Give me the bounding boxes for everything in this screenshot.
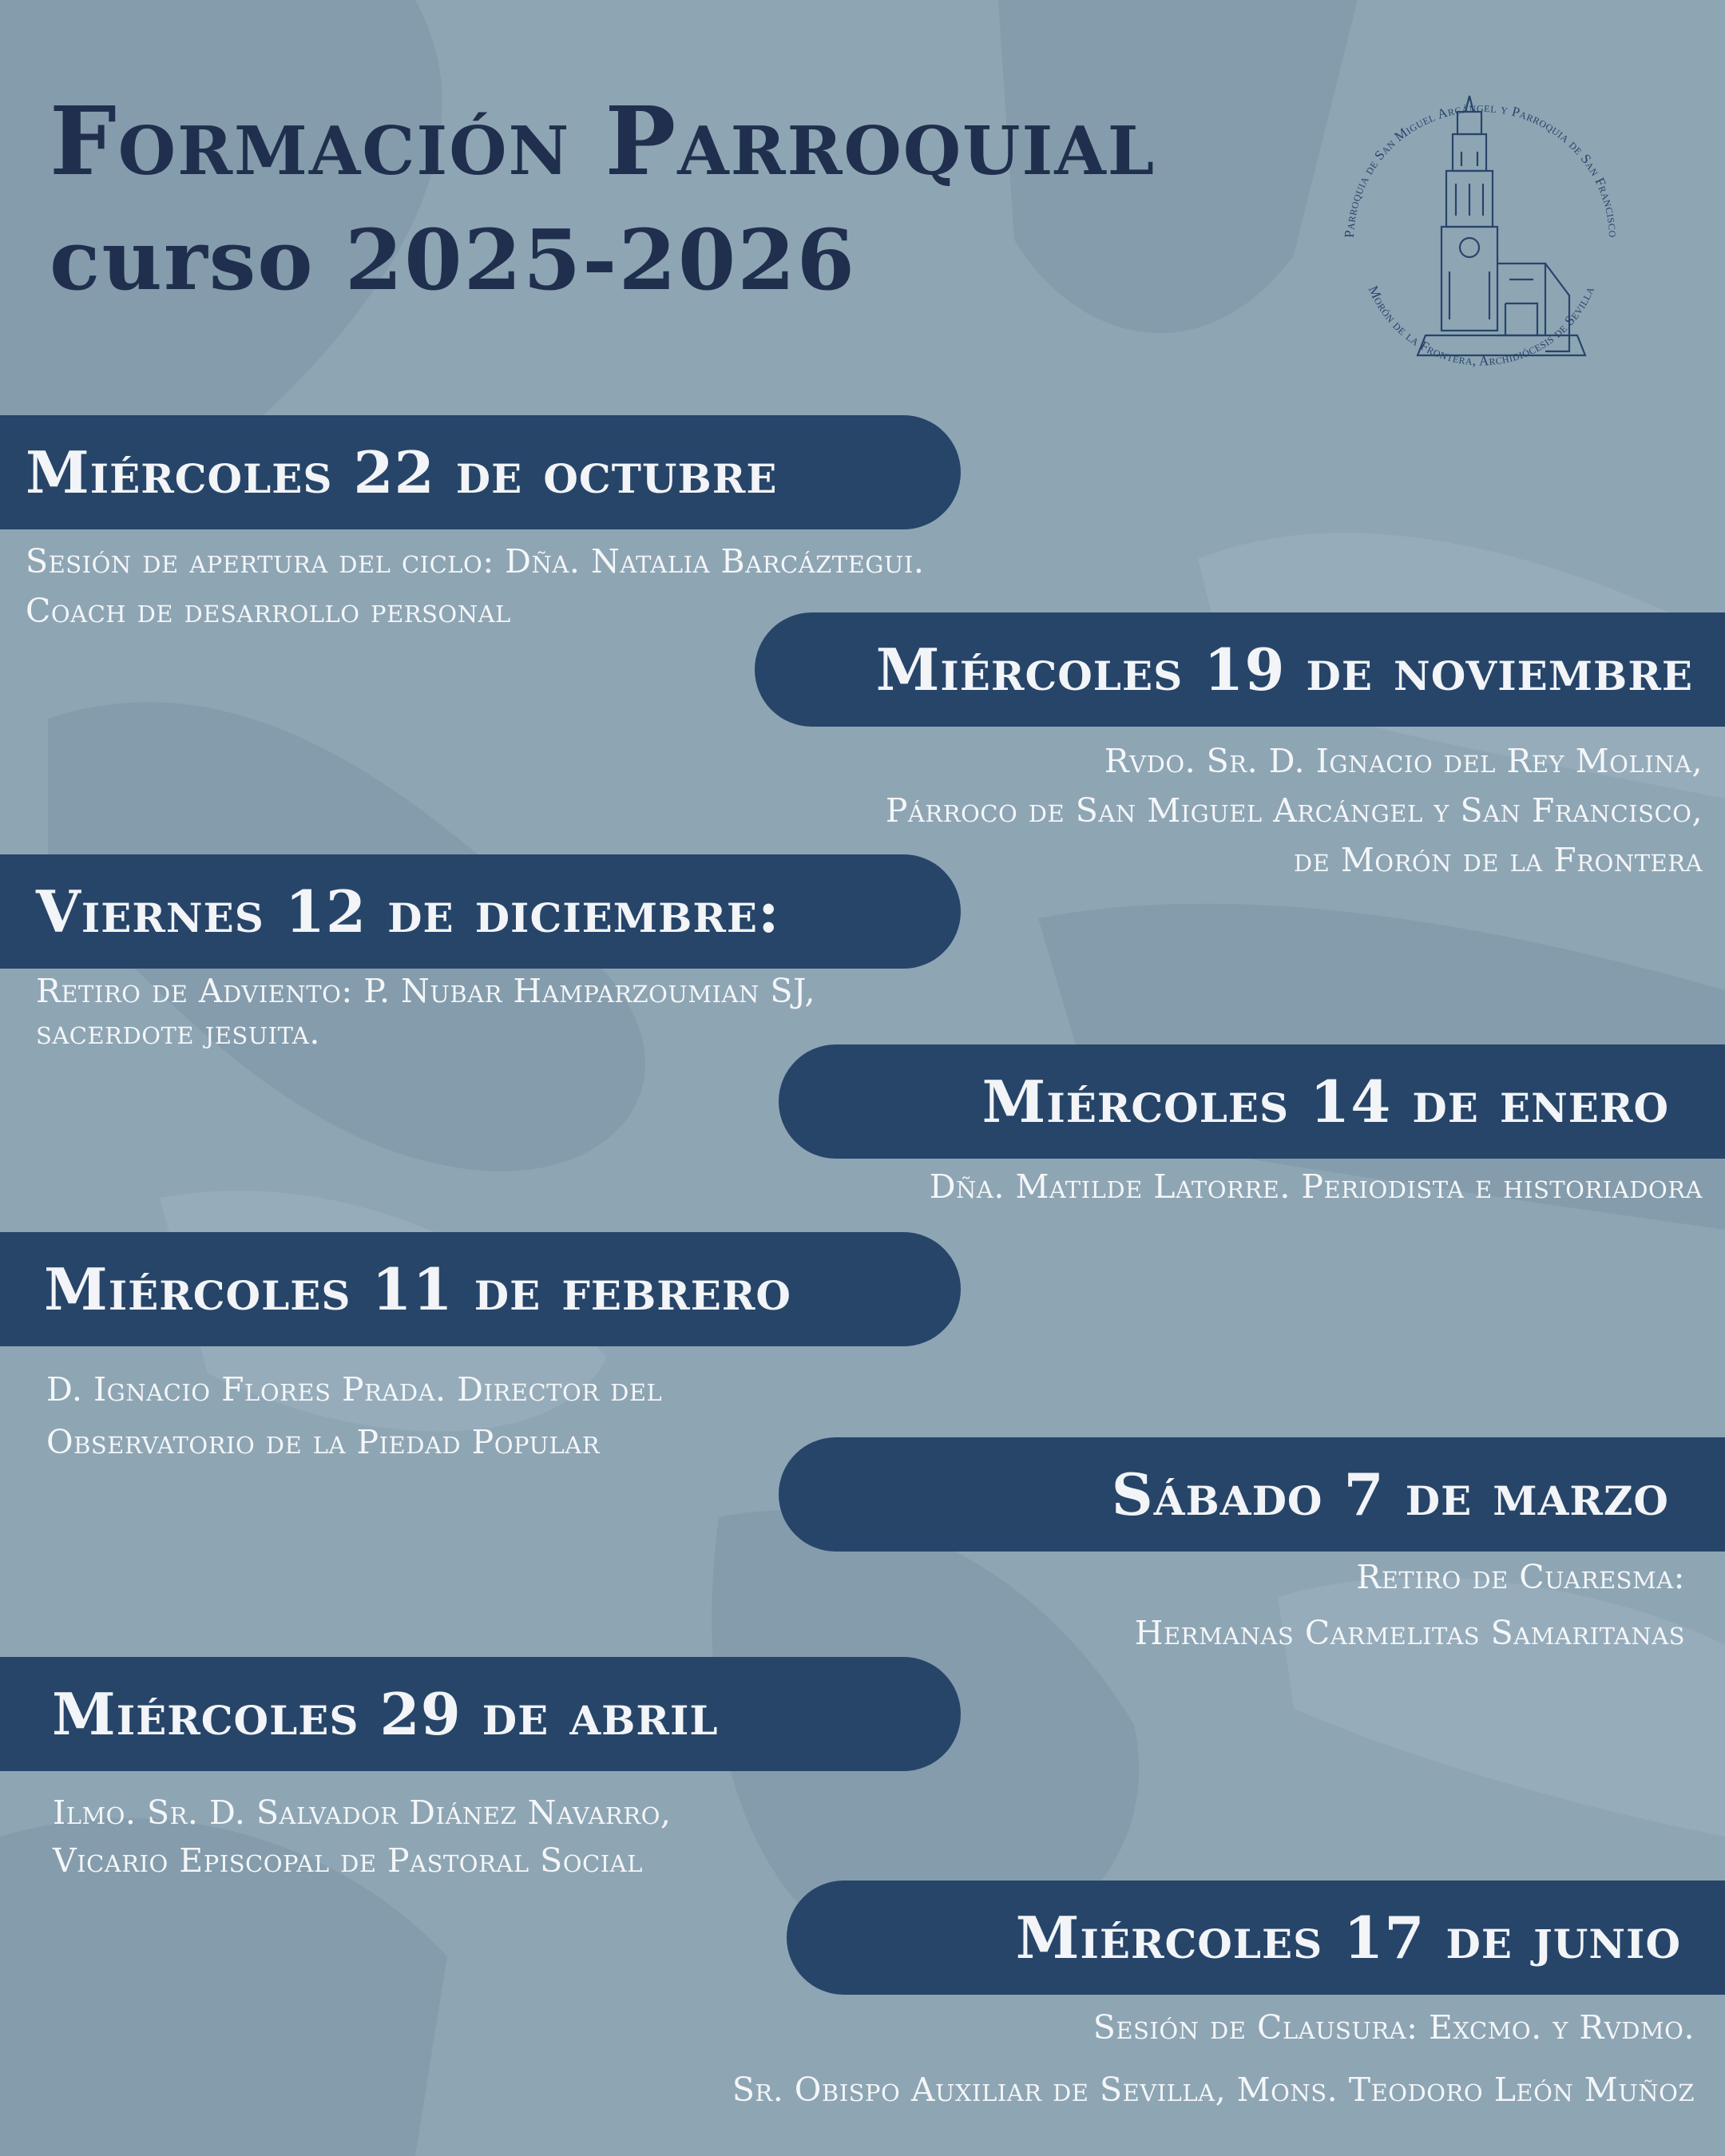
session-2-date: Miércoles 19 de noviembre bbox=[875, 636, 1693, 703]
session-5-description bbox=[46, 1363, 662, 1468]
session-1-date-band bbox=[0, 415, 961, 529]
session-6-date-band bbox=[779, 1437, 1725, 1552]
session-6-line-2: Hermanas Carmelitas Samaritanas bbox=[1134, 1614, 1685, 1652]
session-4-line-1: Dña. Matilde Latorre. Periodista e historiadora bbox=[929, 1167, 1703, 1206]
session-7-date: Miércoles 29 de abril bbox=[52, 1680, 719, 1748]
svg-text:Morón de la Frontera, Archidió: Morón de la Frontera, Archidiócesis de Sevilla bbox=[1365, 283, 1598, 369]
session-4-date: Miércoles 14 de enero bbox=[981, 1068, 1669, 1135]
session-5-line-1: D. Ignacio Flores Prada. Director del bbox=[46, 1370, 663, 1409]
session-1-line-2: Coach de desarrollo personal bbox=[26, 592, 511, 630]
session-6-line-1: Retiro de Cuaresma: bbox=[1356, 1558, 1685, 1596]
session-2-date-band bbox=[755, 612, 1725, 727]
page-subtitle: curso 2025-2026 bbox=[50, 211, 856, 309]
session-5-line-2: Observatorio de la Piedad Popular bbox=[46, 1423, 601, 1461]
session-2-line-3: de Morón de la Frontera bbox=[1293, 841, 1703, 879]
session-3-line-1: Retiro de Adviento: P. Nubar Hamparzoumian SJ, bbox=[36, 972, 816, 1010]
session-8-description bbox=[732, 1996, 1695, 2121]
session-8-date-band bbox=[787, 1881, 1725, 1995]
session-3-date: Viernes 12 de diciembre: bbox=[36, 878, 780, 945]
page-title: Formación Parroquial bbox=[50, 85, 1156, 196]
header bbox=[50, 85, 1156, 309]
session-7-description bbox=[53, 1789, 671, 1885]
session-3-date-band bbox=[0, 854, 961, 969]
session-4-date-band bbox=[779, 1044, 1725, 1159]
session-2-line-1: Rvdo. Sr. D. Ignacio del Rey Molina, bbox=[1104, 742, 1703, 780]
session-1-line-1: Sesión de apertura del ciclo: Dña. Natalia Barcáztegui. bbox=[26, 542, 925, 581]
session-6-description bbox=[1135, 1549, 1685, 1661]
session-7-date-band bbox=[0, 1657, 961, 1771]
session-8-line-1: Sesión de Clausura: Excmo. y Rvdmo. bbox=[1092, 2008, 1695, 2047]
session-1-date: Miércoles 22 de octubre bbox=[26, 438, 778, 506]
session-8-line-2: Sr. Obispo Auxiliar de Sevilla, Mons. Teodoro León Muñoz bbox=[732, 2071, 1695, 2109]
svg-text:Parroquia de San Miguel Arcáng: Parroquia de San Miguel Arcángel y Parroquia de San Francisco bbox=[1341, 99, 1622, 239]
session-5-date: Miércoles 11 de febrero bbox=[44, 1255, 791, 1323]
session-4-description bbox=[930, 1162, 1703, 1211]
session-7-line-1: Ilmo. Sr. D. Salvador Diánez Navarro, bbox=[53, 1793, 672, 1832]
session-3-description bbox=[36, 970, 815, 1053]
session-3-line-2: sacerdote jesuita. bbox=[36, 1013, 320, 1052]
session-2-description bbox=[886, 736, 1703, 885]
session-2-line-2: Párroco de San Miguel Arcángel y San Francisco, bbox=[885, 791, 1703, 830]
session-6-date: Sábado 7 de marzo bbox=[1111, 1460, 1669, 1528]
parish-seal-logo bbox=[1306, 64, 1657, 415]
session-7-line-2: Vicario Episcopal de Pastoral Social bbox=[53, 1841, 643, 1880]
session-5-date-band bbox=[0, 1232, 961, 1346]
session-8-date: Miércoles 17 de junio bbox=[1015, 1904, 1681, 1972]
